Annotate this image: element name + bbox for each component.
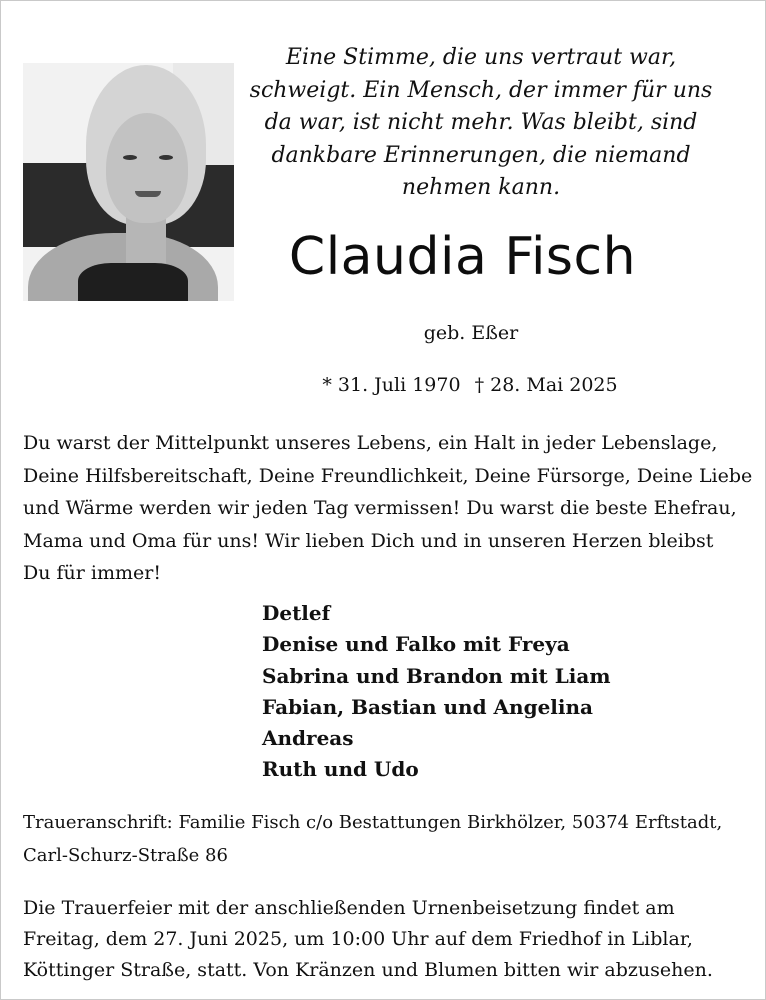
tribute-text bbox=[23, 427, 763, 590]
mourner: Denise und Falko mit Freya bbox=[262, 632, 570, 657]
mourners-list bbox=[262, 598, 682, 786]
quote-line: dankbare Erinnerungen, die niemand bbox=[271, 142, 691, 168]
death-date: † 28. Mai 2025 bbox=[474, 374, 618, 396]
mourner: Ruth und Udo bbox=[262, 757, 419, 782]
mourner: Fabian, Bastian und Angelina bbox=[262, 694, 593, 719]
tribute-line: Du für immer! bbox=[23, 562, 161, 584]
tribute-line: Mama und Oma für uns! Wir lieben Dich und in unseren Herzen bleibst bbox=[23, 529, 714, 552]
portrait-photo bbox=[23, 63, 234, 301]
birth-date: * 31. Juli 1970 bbox=[322, 374, 461, 396]
tribute-line: Du warst der Mittelpunkt unseres Lebens, ein Halt in jeder Lebenslage, bbox=[23, 432, 718, 454]
birth-name: geb. Eßer bbox=[423, 322, 519, 344]
mourning-address bbox=[23, 806, 763, 872]
mourner: Andreas bbox=[262, 726, 354, 751]
service-line: Freitag, dem 27. Juni 2025, um 10:00 Uhr auf dem Friedhof in Liblar, bbox=[23, 928, 693, 950]
quote-line: da war, ist nicht mehr. Was bleibt, sind bbox=[264, 110, 698, 135]
tribute-line: und Wärme werden wir jeden Tag vermissen! Du warst die beste Ehefrau, bbox=[23, 497, 737, 519]
quote-line: schweigt. Ein Mensch, der immer für uns bbox=[249, 77, 713, 103]
memorial-quote bbox=[236, 42, 726, 205]
mourner: Sabrina und Brandon mit Liam bbox=[262, 663, 611, 688]
life-dates bbox=[320, 374, 620, 396]
funeral-service-info bbox=[23, 893, 763, 986]
address-line: Traueranschrift: Familie Fisch c/o Bestattungen Birkhölzer, 50374 Erftstadt, bbox=[23, 812, 723, 833]
quote-line: nehmen kann. bbox=[401, 175, 561, 200]
mourner: Detlef bbox=[262, 601, 331, 625]
address-line: Carl-Schurz-Straße 86 bbox=[23, 845, 228, 866]
service-line: Köttinger Straße, statt. Von Kränzen und Blumen bitten wir abzusehen. bbox=[23, 959, 713, 981]
deceased-name: Claudia Fisch bbox=[288, 227, 637, 287]
quote-line: Eine Stimme, die uns vertraut war, bbox=[285, 45, 677, 70]
service-line: Die Trauerfeier mit der anschließenden Urnenbeisetzung findet am bbox=[23, 897, 675, 919]
tribute-line: Deine Hilfsbereitschaft, Deine Freundlichkeit, Deine Fürsorge, Deine Liebe bbox=[23, 464, 753, 487]
